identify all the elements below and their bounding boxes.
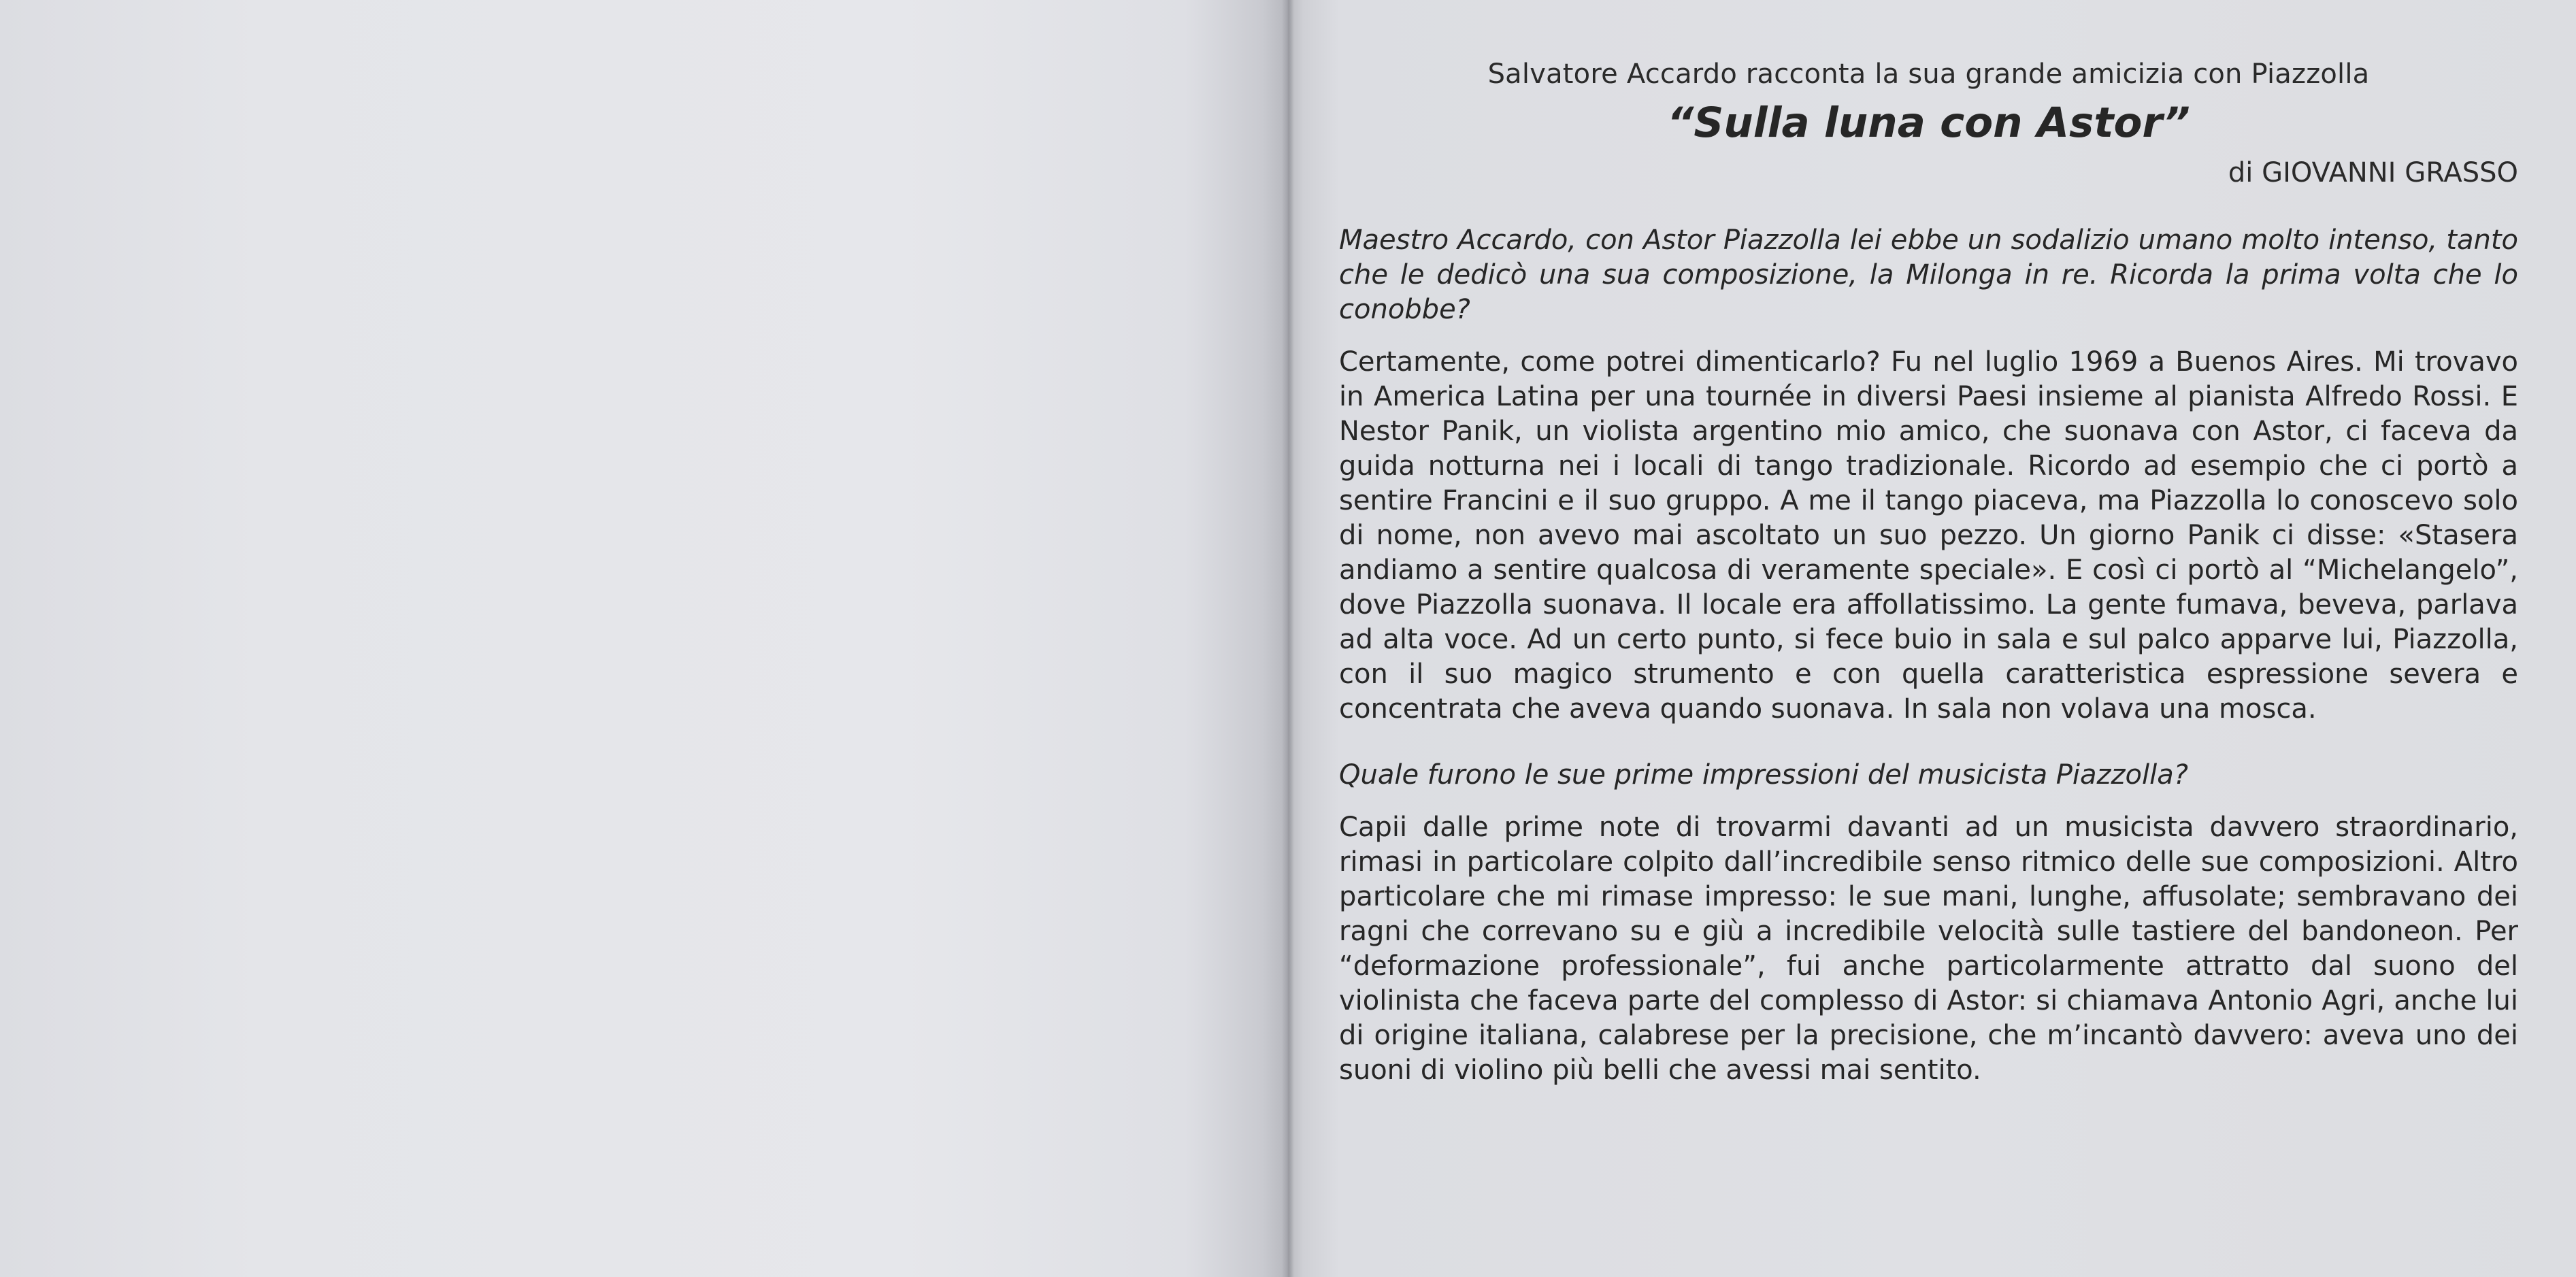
interview-question: Quale furono le sue prime impressioni del musicista Piazzolla? [1339, 759, 2188, 791]
spine-shadow [1282, 0, 1294, 1277]
article [1339, 54, 2518, 1088]
interview-answer: Certamente, come potrei dimenticarlo? Fu nel luglio 1969 a Buenos Aires. Mi trovavo in America Latina per una tournée in diversi Paesi insieme al pianista Alfredo Rossi. E Nestor Panik, un violista argentino mio amico, che suonava con Astor, ci faceva da guida notturna nei i locali di tango tradizionale. Ricordo ad esempio che ci portò a sentire Francini e il suo gruppo. A me il tango piaceva, ma Piazzolla lo conoscevo solo di nome, non avevo mai ascoltato un suo pezzo. Un giorno Panik ci disse: «Stasera andiamo a sentire qualcosa di veramente speciale». E così ci portò al “Michelangelo”, dove Piazzolla suonava. Il locale era affollatissimo. La gente fumava, beveva, parlava ad alta voce. Ad un certo punto, si fece buio in sala e sul palco apparve lui, Piazzolla, con il suo magico strumento e con quella caratteristica espressione severa e concentrata che aveva quando suonava. In sala non volava una mosca. [1339, 346, 2518, 725]
article-byline: di GIOVANNI GRASSO [2228, 157, 2518, 188]
article-title: “Sulla luna con Astor” [1667, 99, 2190, 147]
interview-answer: Capii dalle prime note di trovarmi davanti ad un musicista davvero straordinario, rimasi in particolare colpito dall’incredibile senso ritmico delle sue composizioni. Altro particolare che mi rimase impresso: le sue mani, lunghe, affusolate; sembravano dei ragni che correvano su e giù a incredibile velocità sulle tastiere del bandoneon. Per “deformazione professionale”, fui anche particolarmente attratto dal suono del violinista che faceva parte del complesso di Astor: si chiamava Antonio Agri, anche lui di origine italiana, calabrese per la precisione, che m’incantò davvero: aveva uno dei suoni di violino più belli che avessi mai sentito. [1339, 812, 2518, 1086]
article-kicker: Salvatore Accardo racconta la sua grande amicizia con Piazzolla [1487, 59, 2370, 90]
interview-question: Maestro Accardo, con Astor Piazzolla lei ebbe un sodalizio umano molto intenso, tanto che le dedicò una sua composizione, la Milonga in re. Ricorda la prima volta che lo conobbe? [1339, 225, 2518, 325]
